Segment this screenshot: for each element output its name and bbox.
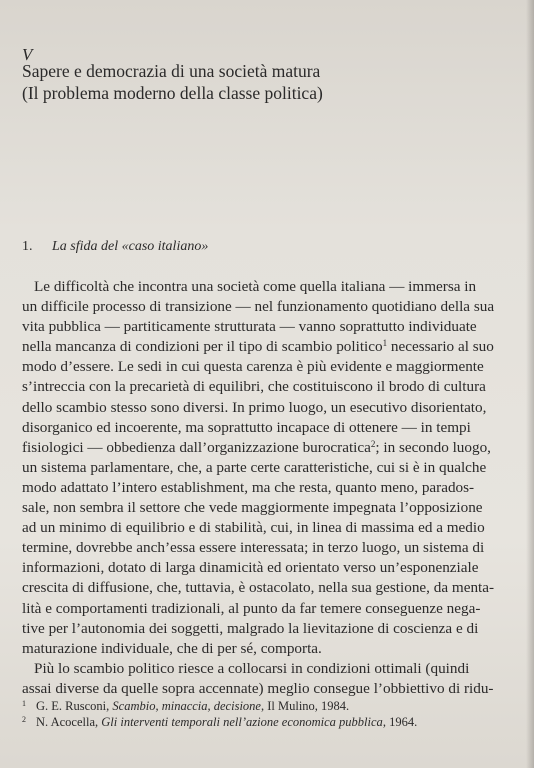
text-line: vita pubblica — partiticamente strutturata — vanno soprattutto individuate [22,318,477,336]
text-line-segment: necessario al suo [387,338,494,356]
text-line: assai diverse da quelle sopra accennate) meglio consegue l’obbiettivo di ridu- [22,679,494,697]
text-line: informazioni, dotato di larga dinamicità ed orientato verso un’esponenziale [22,559,479,577]
text-line: Le difficoltà che incontra una società come quella italiana — immersa in [34,278,477,295]
section-title: La sfida del «caso italiano» [52,239,209,254]
text-line [22,438,516,458]
text-line: crescita di diffusione, che, tuttavia, è ostacolato, nella sua gestione, da menta- [22,579,495,597]
text-line: Più lo scambio politico riesce a collocarsi in condizioni ottimali (quindi [34,659,470,677]
text-line: tive per l’autonomia dei soggetti, malgrado la lievitazione di coscienza e di [22,619,479,637]
chapter-title [22,60,323,104]
text-line-segment: nella mancanza di condizioni per il tipo di scambio politico [22,338,383,356]
footnote-ref-2[interactable]: 2 [370,438,376,449]
text-line: lità e comportamenti tradizionali, al punto da far temere conseguenze nega- [22,599,481,617]
footnote-author: N. Acocella, [36,715,102,729]
text-line: un sistema parlamentare, che, a parte certe caratteristiche, cui si è in qualche [22,458,487,476]
footnote-rest: , Il Mulino, 1984. [260,699,350,713]
text-line-segment: ; in secondo luogo, [375,438,491,456]
footnote-rest: , 1964. [382,715,418,729]
section-heading [22,238,208,256]
text-line: un difficile processo di transizione — nel funzionamento quotidiano della sua [22,298,495,316]
text-line: ad un minimo di equilibrio e di stabilità, cui, in linea di massima ed a medio [22,519,485,537]
text-line [22,337,516,357]
chapter-title-line: Sapere e democrazia di una società matura [22,61,321,81]
text-line: maturazione individuale, che di per sé, comporta. [22,639,322,657]
page-edge-shadow [526,0,534,768]
text-line: modo adattato l’intero establishment, ma che resta, quanto meno, parados- [22,478,475,496]
footnote-author: G. E. Rusconi, [36,699,113,713]
text-line: termine, dovrebbe anch’essa essere interessata; in terzo luogo, un sistema di [22,539,485,557]
footnote-title: Scambio, minaccia, decisione [112,699,261,713]
text-line-segment: fisiologici — obbedienza dall’organizzazione burocratica [22,438,371,456]
chapter-number: V [22,45,33,64]
section-number: 1. [22,239,33,254]
footnote-ref-1[interactable]: 1 [382,338,388,349]
footnote-2: 2 N. Acocella, Gli interventi temporali nell’azione economica pubblica, 1964. [22,715,418,729]
text-line: s’intreccia con la precarietà di equilibri, che costituiscono il brodo di cultura [22,378,486,396]
footnotes [22,698,516,730]
text-line: sale, non sembra il settore che vede maggiormente impegnata l’opposizione [22,499,483,517]
footnote-1: 1 G. E. Rusconi, Scambio, minaccia, decisione, Il Mulino, 1984. [22,699,350,713]
text-line: disorganico ed incoerente, ma soprattutto incapace di ottenere — in tempi [22,418,471,436]
body-text [22,277,516,699]
footnote-title: Gli interventi temporali nell’azione economica pubblica [101,715,383,729]
text-line: dello scambio stesso sono diversi. In primo luogo, un esecutivo disorientato, [22,398,487,416]
text-line: modo d’essere. Le sedi in cui questa carenza è più evidente e maggiormente [22,358,484,376]
chapter-title-line: (Il problema moderno della classe politica) [22,83,323,103]
